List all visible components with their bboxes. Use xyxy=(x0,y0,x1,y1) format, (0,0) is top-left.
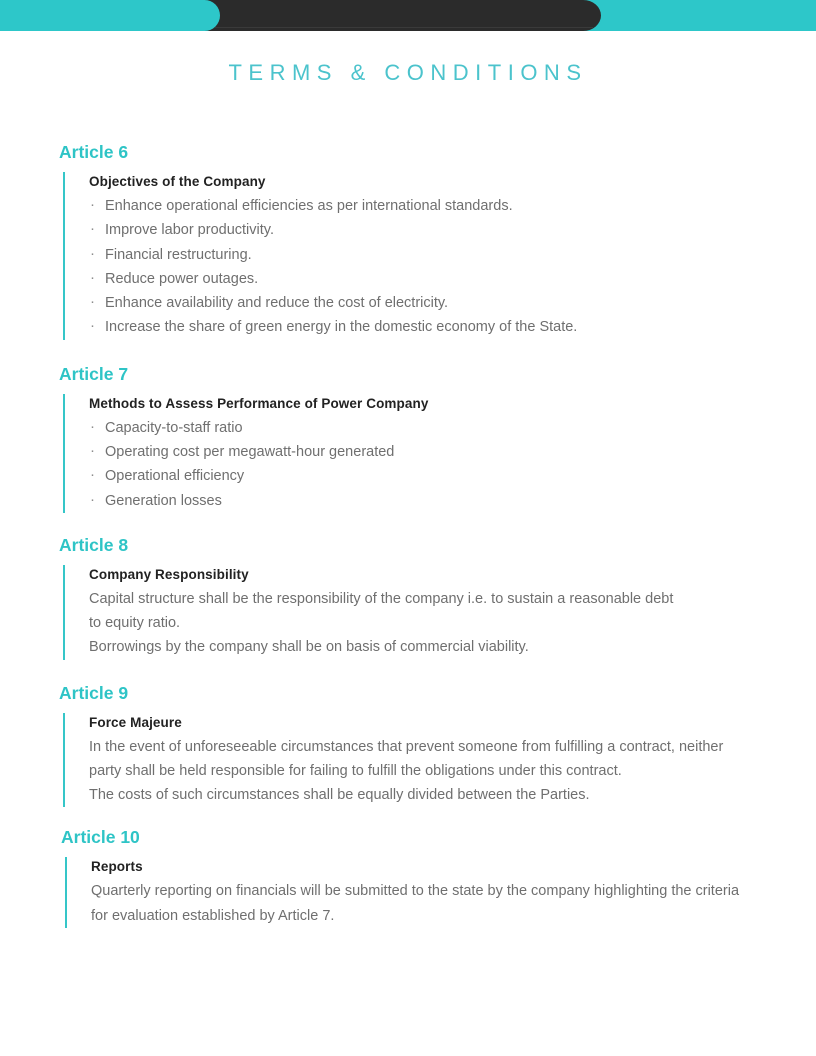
articles-container xyxy=(0,142,816,928)
article-paragraph: In the event of unforeseeable circumstances that prevent someone from fulfilling a contract, neither party shall be held responsible for failing to fulfill the obligations under this contract. xyxy=(89,738,724,779)
list-item: · Financial restructuring. xyxy=(89,243,776,267)
article-heading: Article 10 xyxy=(61,827,140,848)
article-bullet-list xyxy=(89,416,776,513)
article-paragraph: Capital structure shall be the responsibility of the company i.e. to sustain a reasonable debt to equity ratio. xyxy=(89,590,674,632)
list-item: · Improve labor productivity. xyxy=(89,218,776,242)
page-title: TERMS & CONDITIONS xyxy=(228,60,588,85)
header-teal-cap xyxy=(0,0,220,31)
decorative-header-bar xyxy=(0,0,816,31)
article-body xyxy=(63,713,776,808)
article-section-8 xyxy=(59,535,776,660)
list-item: · Capacity-to-staff ratio xyxy=(89,416,776,440)
article-heading: Article 9 xyxy=(59,682,129,703)
list-item: · Operational efficiency xyxy=(89,464,776,488)
article-subtitle: Objectives of the Company xyxy=(89,174,266,189)
article-paragraph: Borrowings by the company shall be on basis of commercial viability. xyxy=(89,639,529,656)
article-subtitle: Reports xyxy=(91,859,143,875)
article-paragraph: The costs of such circumstances shall be equally divided between the Parties. xyxy=(89,787,590,804)
article-section-7 xyxy=(59,364,776,513)
article-subtitle: Methods to Assess Performance of Power Company xyxy=(89,395,429,411)
article-heading: Article 6 xyxy=(59,142,129,162)
list-item: · Enhance operational efficiencies as per international standards. xyxy=(89,194,776,218)
list-item: · Reduce power outages. xyxy=(89,267,776,291)
article-section-10 xyxy=(59,827,776,928)
article-subtitle: Company Responsibility xyxy=(89,566,249,582)
article-body xyxy=(63,565,776,660)
article-paragraph: Quarterly reporting on financials will be submitted to the state by the company highlighting the criteria for evaluation established by Article 7. xyxy=(91,883,740,924)
article-body xyxy=(65,857,776,928)
list-item: · Increase the share of green energy in the domestic economy of the State. xyxy=(89,315,776,339)
article-section-9 xyxy=(59,683,776,808)
article-body xyxy=(63,172,776,340)
header-dark-bar-highlight xyxy=(215,27,593,28)
list-item: · Operating cost per megawatt-hour generated xyxy=(89,440,776,464)
article-section-6 xyxy=(59,142,776,340)
list-item: · Enhance availability and reduce the cost of electricity. xyxy=(89,291,776,315)
article-subtitle: Force Majeure xyxy=(89,714,182,730)
article-heading: Article 8 xyxy=(59,534,129,555)
article-bullet-list xyxy=(89,194,776,340)
list-item: · Generation losses xyxy=(89,489,776,513)
article-heading: Article 7 xyxy=(59,363,129,384)
article-body xyxy=(63,394,776,513)
